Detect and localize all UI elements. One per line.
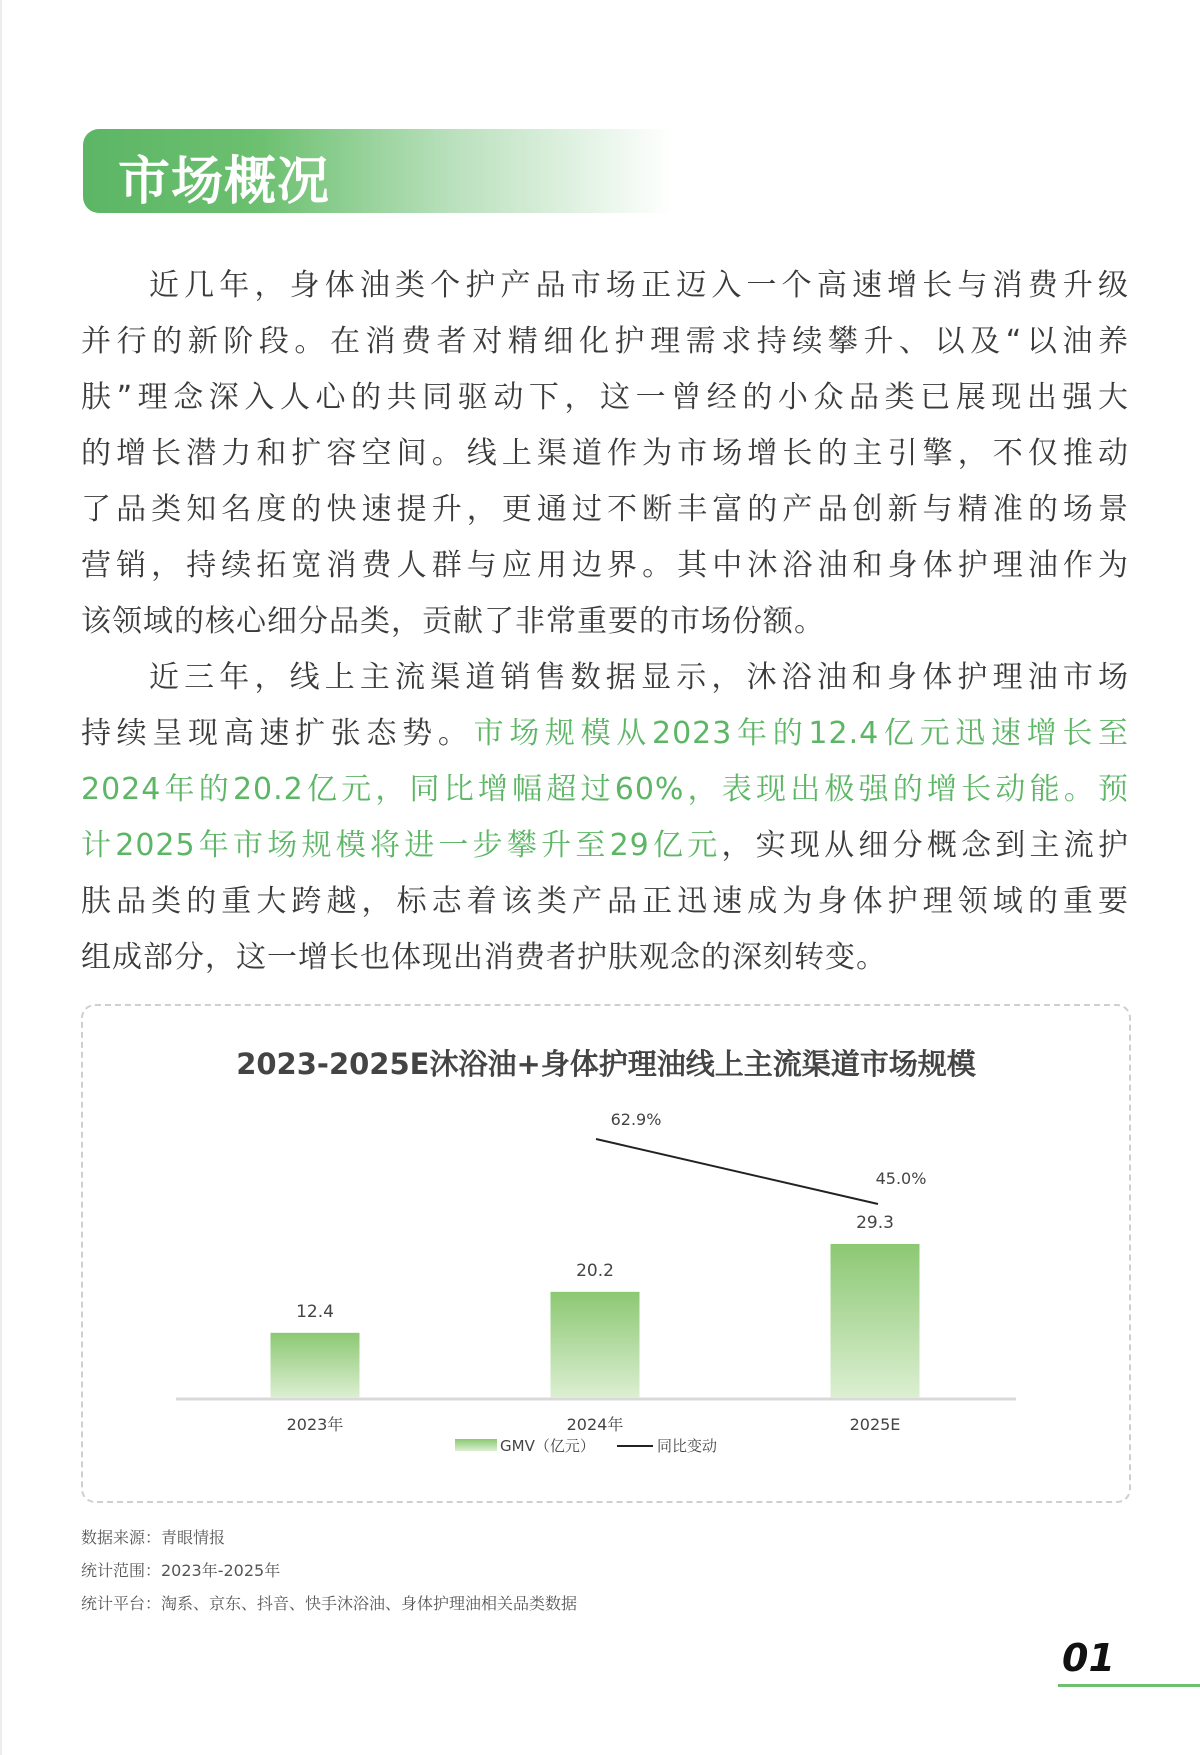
paragraph-line — [81, 818, 1129, 874]
yoy-value-label: 45.0% — [875, 1169, 927, 1188]
chart-title: 2023-2025E沐浴油+身体护理油线上主流渠道市场规模 — [236, 1047, 976, 1081]
chart-panel — [81, 1004, 1131, 1503]
paragraph-line — [81, 762, 1129, 818]
note-source: 数据来源：青眼情报 — [81, 1528, 226, 1547]
text-segment: 了品类知名度的快速提升，更通过不断丰富的产品创新与精准的场景 — [81, 492, 1129, 527]
bar-3 — [831, 1244, 920, 1398]
paragraph-line — [81, 258, 1129, 314]
market-size-chart — [83, 1006, 1129, 1501]
section-title-banner — [83, 129, 673, 213]
bar-value-label: 12.4 — [296, 1301, 334, 1322]
bar-value-label: 29.3 — [856, 1213, 894, 1233]
footnotes — [81, 1524, 577, 1623]
page-edge — [0, 0, 2, 1755]
bar-2 — [551, 1292, 640, 1398]
note-platform: 统计平台：淘系、京东、抖音、快手沐浴油、身体护理油相关品类数据 — [81, 1594, 578, 1613]
yoy-line — [596, 1139, 878, 1204]
x-tick-label: 2023年 — [286, 1415, 344, 1434]
section-title: 市场概况 — [118, 152, 331, 212]
x-tick-label: 2024年 — [566, 1415, 624, 1434]
paragraph-line — [81, 874, 1129, 930]
text-segment: 的增长潜力和扩容空间。线上渠道作为市场增长的主引擎，不仅推动 — [81, 436, 1129, 471]
text-segment: 持续呈现高速扩张态势。 — [81, 716, 474, 751]
paragraph-line — [81, 650, 1129, 706]
body-text — [81, 258, 1129, 986]
paragraph-line — [81, 482, 1129, 538]
legend-gmv-label: GMV（亿元） — [500, 1437, 595, 1455]
page-number-underline — [1058, 1684, 1200, 1687]
highlighted-text: 市场规模从2023年的12.4亿元迅速增长至 — [473, 716, 1130, 751]
page-number: 01 — [1062, 1636, 1115, 1680]
text-segment: 近三年，线上主流渠道销售数据显示，沐浴油和身体护理油市场 — [149, 660, 1129, 695]
text-segment: 近几年，身体油类个护产品市场正迈入一个高速增长与消费升级 — [149, 268, 1129, 303]
highlighted-text: 2024年的20.2亿元，同比增幅超过60%，表现出极强的增长动能。预 — [81, 772, 1129, 807]
paragraph-line — [81, 538, 1129, 594]
paragraph-line — [81, 370, 1129, 426]
text-segment: 肤品类的重大跨越，标志着该类产品正迅速成为身体护理领域的重要 — [81, 884, 1129, 919]
paragraph-line — [81, 314, 1129, 370]
paragraph-line — [81, 426, 1129, 482]
paragraph-line — [81, 594, 1129, 650]
text-segment: 肤”理念深入人心的共同驱动下，这一曾经的小众品类已展现出强大 — [81, 380, 1129, 415]
text-segment: 并行的新阶段。在消费者对精细化护理需求持续攀升、以及“以油养 — [81, 324, 1129, 359]
bar-1 — [271, 1333, 360, 1398]
yoy-value-label: 62.9% — [610, 1110, 662, 1129]
text-segment: 该领域的核心细分品类，贡献了非常重要的市场份额。 — [81, 604, 825, 639]
paragraph-line — [81, 706, 1129, 762]
note-range: 统计范围：2023年-2025年 — [81, 1561, 281, 1580]
text-segment: 营销，持续拓宽消费人群与应用边界。其中沐浴油和身体护理油作为 — [81, 548, 1129, 583]
highlighted-text: 计2025年市场规模将进一步攀升至29亿元 — [81, 828, 722, 863]
text-segment: 组成部分，这一增长也体现出消费者护肤观念的深刻转变。 — [81, 940, 887, 975]
x-tick-label: 2025E — [849, 1415, 901, 1434]
legend-yoy-label: 同比变动 — [657, 1437, 718, 1455]
paragraph-line — [81, 930, 1129, 986]
bar-value-label: 20.2 — [576, 1260, 614, 1281]
legend-gmv-swatch — [455, 1439, 497, 1451]
text-segment: ，实现从细分概念到主流护 — [721, 828, 1129, 863]
